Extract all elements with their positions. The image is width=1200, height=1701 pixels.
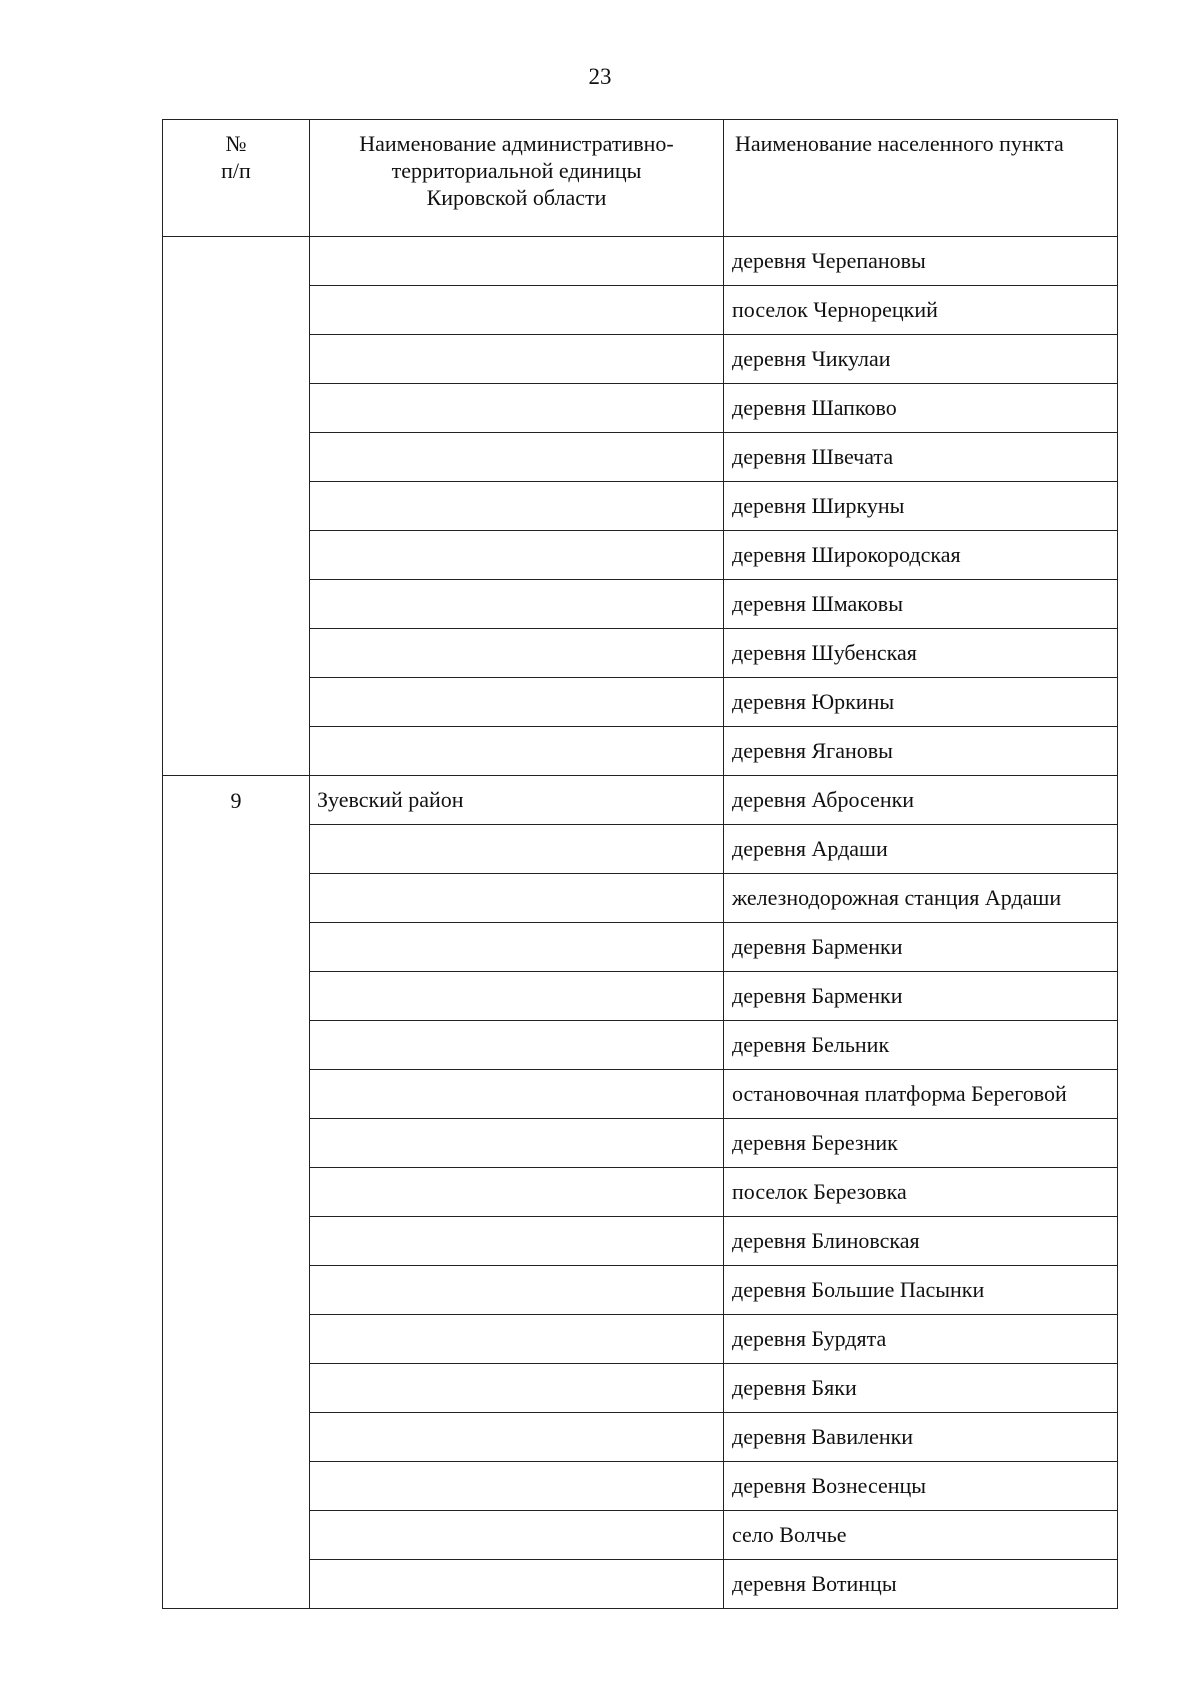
admin-unit-cell <box>310 580 724 629</box>
settlement-cell: деревня Вотинцы <box>724 1560 1118 1609</box>
admin-unit-cell <box>310 1511 724 1560</box>
admin-unit-cell <box>310 727 724 776</box>
settlement-cell: деревня Блиновская <box>724 1217 1118 1266</box>
settlement-cell: деревня Вознесенцы <box>724 1462 1118 1511</box>
settlements-table <box>162 119 1118 1609</box>
admin-unit-cell <box>310 286 724 335</box>
settlement-cell: деревня Ардаши <box>724 825 1118 874</box>
admin-unit-cell <box>310 1217 724 1266</box>
admin-unit-cell <box>310 482 724 531</box>
settlement-cell: село Волчье <box>724 1511 1118 1560</box>
settlement-cell: деревня Шмаковы <box>724 580 1118 629</box>
header-settlement: Наименование населенного пункта <box>724 120 1118 237</box>
row-number-cell <box>163 237 310 776</box>
settlement-cell: деревня Ягановы <box>724 727 1118 776</box>
admin-unit-cell <box>310 1266 724 1315</box>
admin-unit-cell <box>310 923 724 972</box>
settlement-cell: деревня Ширкуны <box>724 482 1118 531</box>
admin-unit-cell <box>310 1119 724 1168</box>
settlement-cell: деревня Юркины <box>724 678 1118 727</box>
admin-unit-cell <box>310 237 724 286</box>
settlement-cell: деревня Бяки <box>724 1364 1118 1413</box>
header-number: № п/п <box>163 120 310 237</box>
settlement-cell: деревня Швечата <box>724 433 1118 482</box>
settlement-cell: поселок Березовка <box>724 1168 1118 1217</box>
settlement-cell: остановочная платформа Береговой <box>724 1070 1118 1119</box>
settlement-cell: деревня Абросенки <box>724 776 1118 825</box>
settlement-cell: деревня Большие Пасынки <box>724 1266 1118 1315</box>
settlement-cell: деревня Березник <box>724 1119 1118 1168</box>
admin-unit-cell <box>310 384 724 433</box>
settlement-cell: деревня Барменки <box>724 923 1118 972</box>
table-row <box>163 776 1118 825</box>
admin-unit-cell <box>310 825 724 874</box>
admin-unit-cell <box>310 1413 724 1462</box>
table-body <box>163 237 1118 1609</box>
settlement-cell: деревня Бельник <box>724 1021 1118 1070</box>
settlement-cell: железнодорожная станция Ардаши <box>724 874 1118 923</box>
admin-unit-cell <box>310 335 724 384</box>
settlement-cell: деревня Шапково <box>724 384 1118 433</box>
settlement-cell: деревня Чикулаи <box>724 335 1118 384</box>
admin-unit-cell <box>310 1364 724 1413</box>
settlement-cell: поселок Чернорецкий <box>724 286 1118 335</box>
admin-unit-cell <box>310 629 724 678</box>
page-number: 23 <box>588 64 612 89</box>
settlement-cell: деревня Бурдята <box>724 1315 1118 1364</box>
admin-unit-cell <box>310 433 724 482</box>
header-admin-unit: Наименование административно- территориальной единицы Кировской области <box>310 120 724 237</box>
admin-unit-cell <box>310 874 724 923</box>
settlement-cell: деревня Черепановы <box>724 237 1118 286</box>
admin-unit-cell <box>310 1462 724 1511</box>
settlement-cell: деревня Барменки <box>724 972 1118 1021</box>
admin-unit-cell <box>310 1560 724 1609</box>
admin-unit-cell <box>310 531 724 580</box>
settlement-cell: деревня Шубенская <box>724 629 1118 678</box>
admin-unit-cell <box>310 678 724 727</box>
table-header-row <box>163 120 1118 237</box>
admin-unit-cell <box>310 1168 724 1217</box>
settlement-cell: деревня Широкородская <box>724 531 1118 580</box>
settlement-cell: деревня Вавиленки <box>724 1413 1118 1462</box>
admin-unit-cell <box>310 1070 724 1119</box>
admin-unit-cell <box>310 972 724 1021</box>
row-number-cell: 9 <box>163 776 310 1609</box>
admin-unit-cell: Зуевский район <box>310 776 724 825</box>
table-row <box>163 237 1118 286</box>
admin-unit-cell <box>310 1315 724 1364</box>
admin-unit-cell <box>310 1021 724 1070</box>
